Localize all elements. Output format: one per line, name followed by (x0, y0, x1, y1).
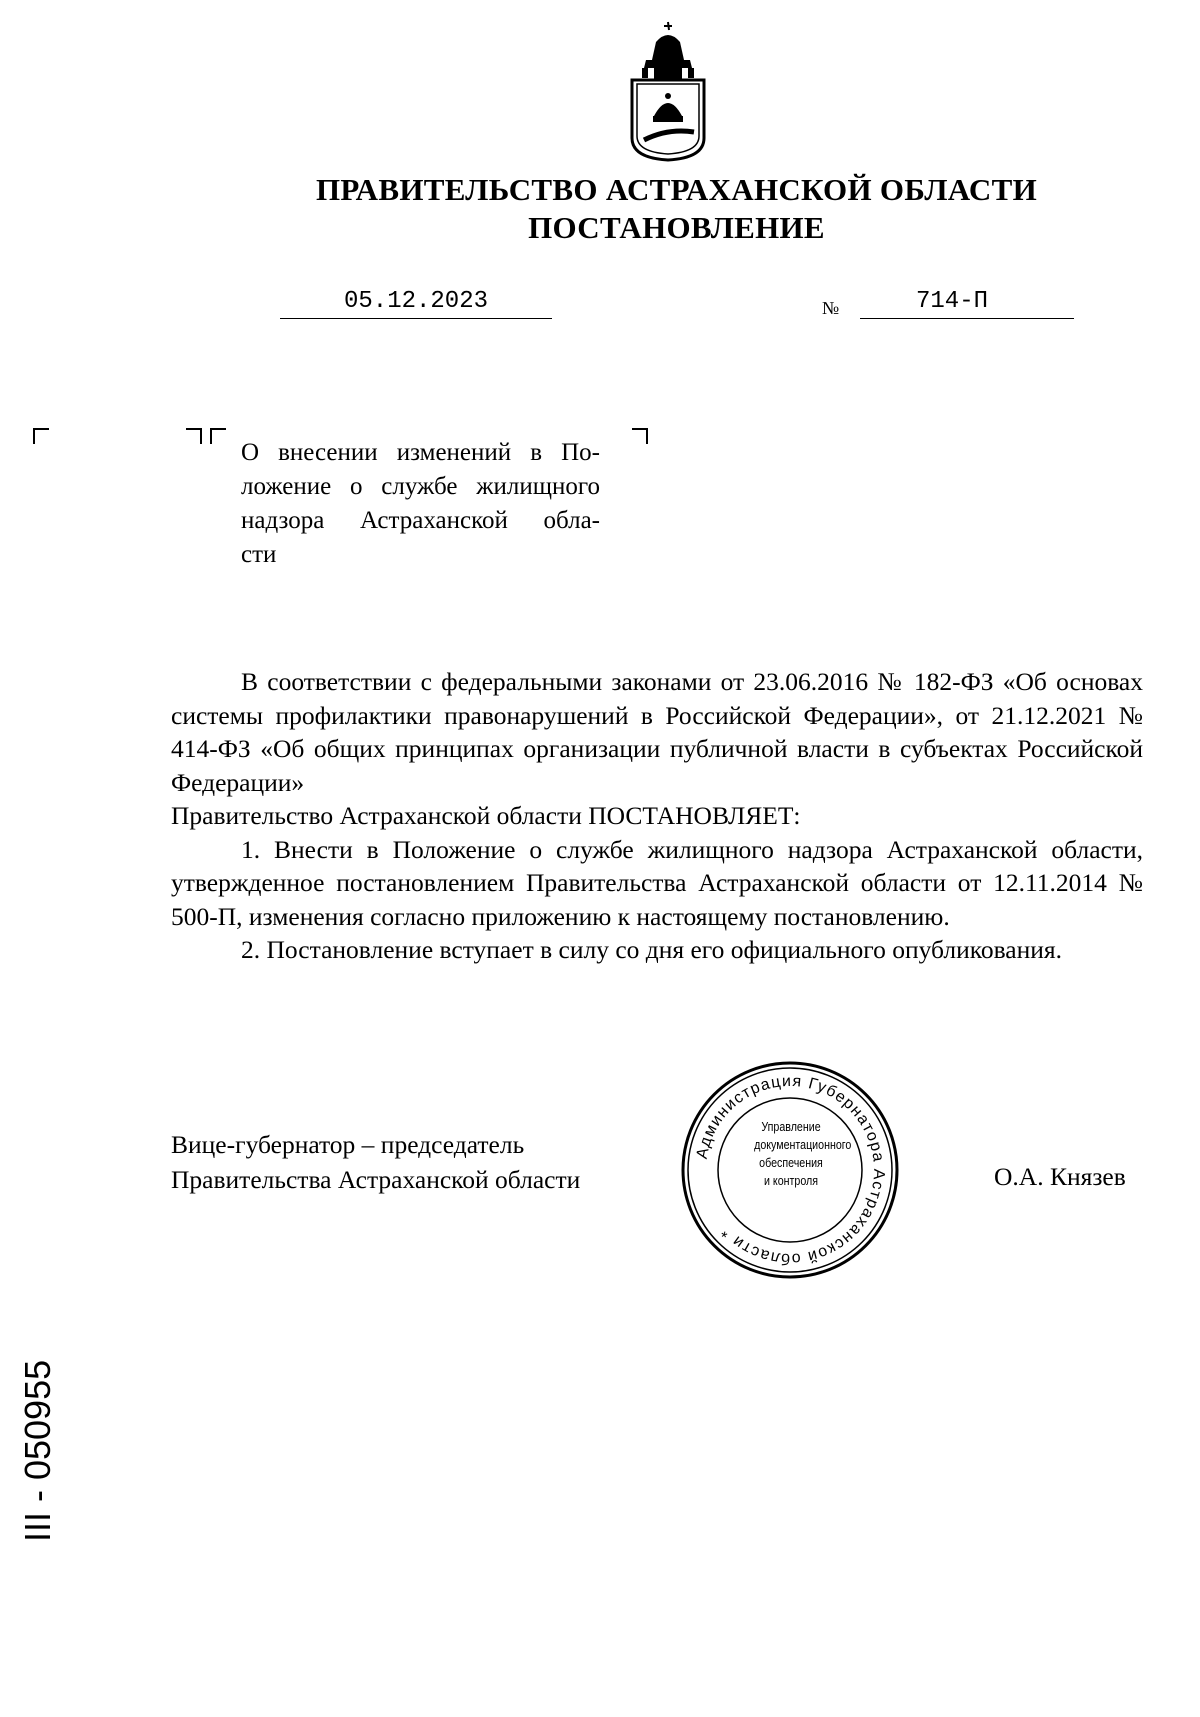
subject-line: О внесении изменений в По- (241, 439, 600, 466)
government-title: ПРАВИТЕЛЬСТВО АСТРАХАНСКОЙ ОБЛАСТИ (315, 172, 1037, 207)
item-2-paragraph: 2. Постановление вступает в силу со дня его официального опубликования. (241, 935, 1062, 964)
resolves-line: Правительство Астраханской области ПОСТАНОВЛЯЕТ: (171, 801, 801, 830)
number-label: № (822, 298, 840, 318)
subject-line: сти (241, 541, 277, 568)
corner-mark-top-left (33, 428, 49, 444)
subject-line: ложение о службе жилищного (241, 473, 600, 500)
signatory-name: О.А. Князев (994, 1162, 1126, 1191)
document-body (171, 665, 1143, 967)
document-date-field (280, 288, 552, 319)
document-type-title: ПОСТАНОВЛЕНИЕ (528, 210, 825, 245)
document-number: 714-П (916, 288, 989, 315)
signatory-position-line: Правительства Астраханской области (171, 1165, 581, 1194)
document-number-field (860, 288, 1074, 319)
stamp-center-line: Управление (761, 1119, 821, 1134)
corner-mark-top-right (632, 428, 648, 444)
stamp-center-line: обеспечения (759, 1155, 823, 1170)
form-serial-number: ІІІ - 050955 (17, 1359, 58, 1542)
signatory-position (171, 1127, 580, 1197)
preamble-paragraph: В соответствии с федеральными законами от 23.06.2016 № 182-ФЗ «Об основах системы профилактики правонарушений в Российской Федерации», от 21.12.2021 № 414-ФЗ «Об общих принципах организации публичной власти в субъектах Российской Федерации» (171, 667, 1143, 797)
coat-of-arms-icon (628, 20, 708, 162)
stamp-center-line: и контроля (763, 1173, 819, 1188)
document-subject (241, 436, 600, 572)
stamp-center-line: документационного (754, 1137, 852, 1152)
stamp-center-text (754, 1118, 852, 1190)
document-date: 05.12.2023 (343, 288, 489, 315)
official-stamp (678, 1058, 902, 1282)
stamp-ring-text: Администрация Губернатора Астраханской области * (693, 1072, 888, 1268)
subject-line: надзора Астраханской обла- (241, 507, 600, 534)
corner-mark-subject-right (186, 428, 202, 444)
item-1-paragraph: 1. Внести в Положение о службе жилищного надзора Астраханской области, утвержденное постановлением Правительства Астраханской области от 12.11.2014 № 500-П, изменения согласно приложению к настоящему постановлению. (171, 834, 1143, 931)
signatory-position-line: Вице-губернатор – председатель (171, 1130, 525, 1159)
corner-mark-subject-left (210, 428, 226, 444)
